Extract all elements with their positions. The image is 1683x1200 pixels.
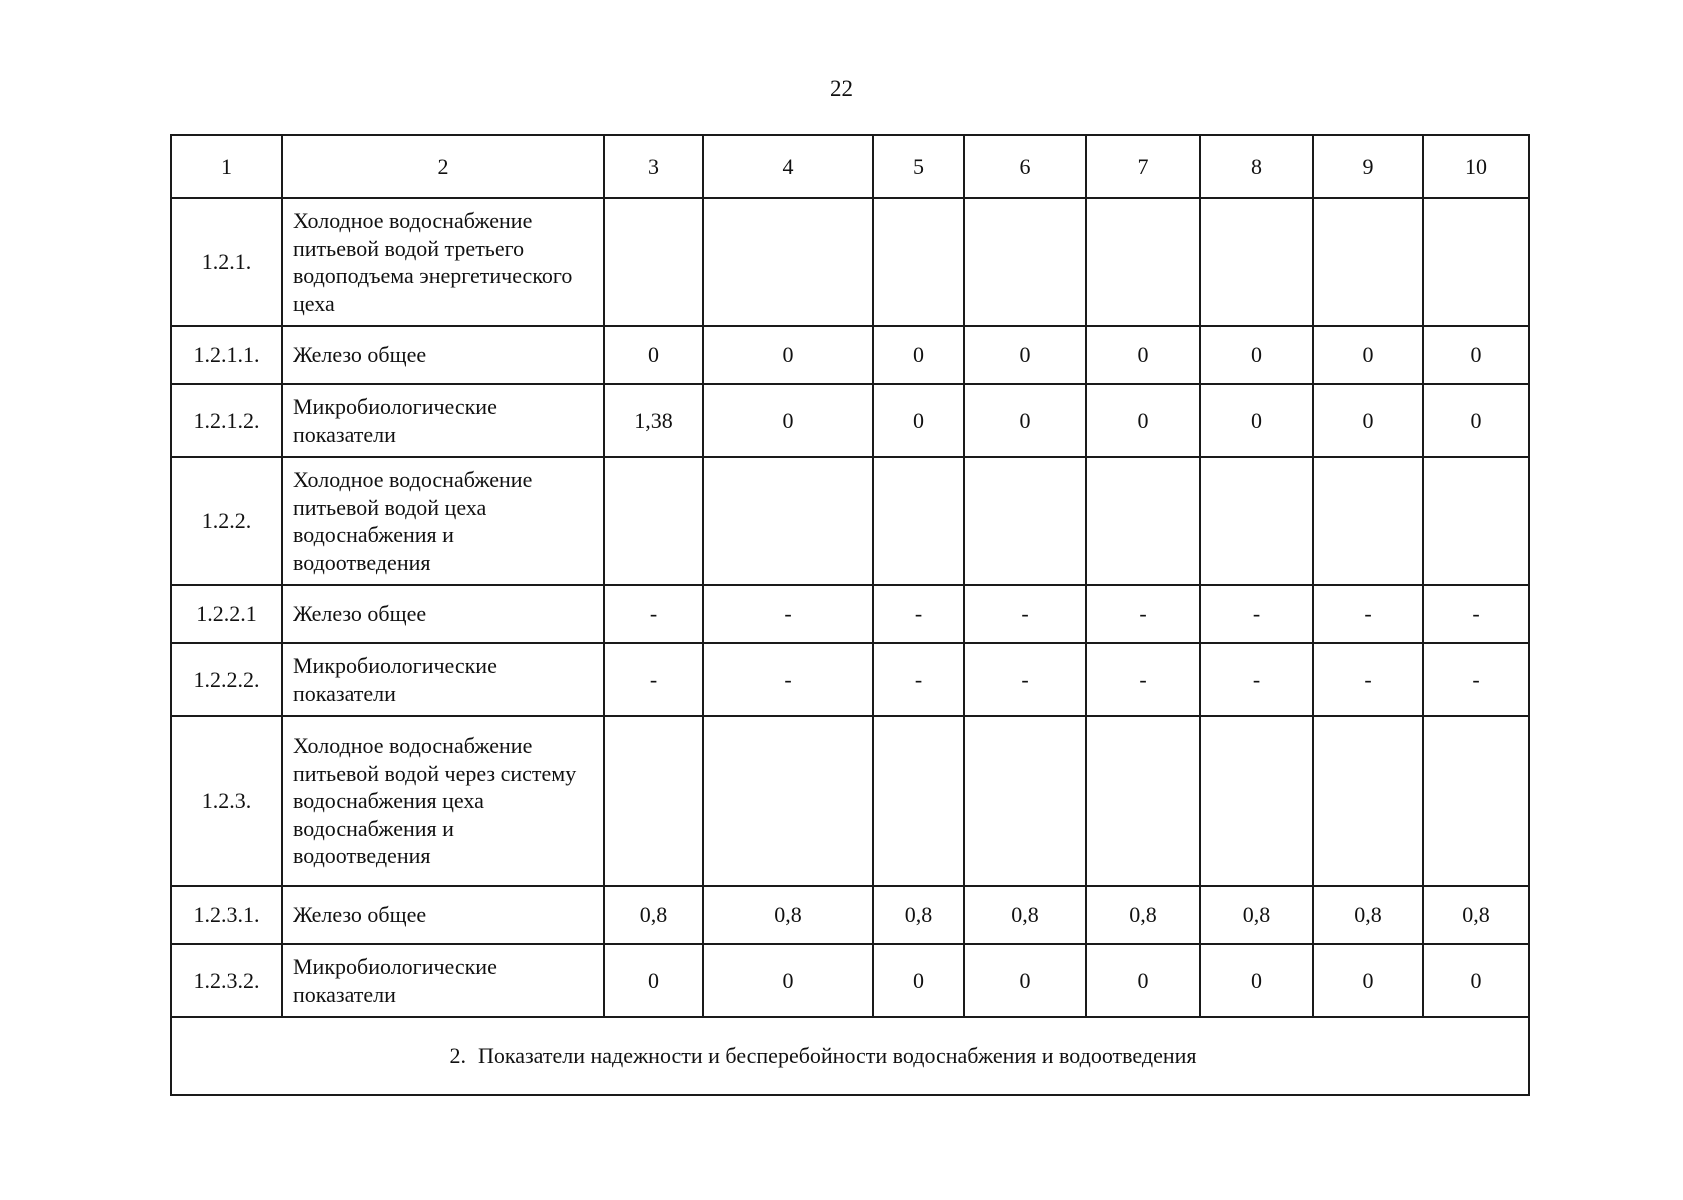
row-number: 1.2.3.2.	[171, 944, 282, 1017]
table-cell: -	[873, 643, 964, 716]
table-cell: -	[1086, 643, 1200, 716]
table-cell: 0	[604, 944, 703, 1017]
table-cell: 0	[1313, 326, 1423, 384]
column-header: 5	[873, 135, 964, 198]
table-cell: 0	[604, 326, 703, 384]
table-cell: 0	[1423, 384, 1529, 457]
table-cell: 0	[703, 944, 873, 1017]
row-name: Холодное водоснабжение питьевой водой через систему водоснабжения цеха водоснабжения и водоотведения	[282, 716, 604, 886]
table-row	[171, 643, 1529, 716]
table-cell: 0,8	[703, 886, 873, 944]
row-number: 1.2.2.	[171, 457, 282, 585]
column-header: 3	[604, 135, 703, 198]
table-cell	[873, 198, 964, 326]
row-name: Железо общее	[282, 326, 604, 384]
table-cell: 0	[1313, 944, 1423, 1017]
row-name: Микробиологические показатели	[282, 384, 604, 457]
row-number: 1.2.1.1.	[171, 326, 282, 384]
table-cell: 0,8	[873, 886, 964, 944]
table-cell: -	[964, 643, 1086, 716]
table-cell	[964, 457, 1086, 585]
table-cell: 0	[964, 384, 1086, 457]
table-cell: -	[1313, 643, 1423, 716]
table-cell: -	[703, 585, 873, 643]
table-cell: 0	[703, 326, 873, 384]
column-header: 7	[1086, 135, 1200, 198]
table-cell	[1313, 198, 1423, 326]
table-cell: 0,8	[1313, 886, 1423, 944]
column-header: 10	[1423, 135, 1529, 198]
table-cell	[1313, 716, 1423, 886]
table-cell: 0	[1313, 384, 1423, 457]
table-cell: 0	[1200, 326, 1313, 384]
table-cell	[703, 457, 873, 585]
column-header: 9	[1313, 135, 1423, 198]
table-cell: -	[1086, 585, 1200, 643]
table-cell: 0	[1200, 944, 1313, 1017]
table-cell: 0	[1086, 384, 1200, 457]
table-cell	[964, 198, 1086, 326]
table-cell: 0	[1200, 384, 1313, 457]
table-cell: 0,8	[604, 886, 703, 944]
table-cell: 0	[964, 944, 1086, 1017]
table-cell	[1200, 198, 1313, 326]
row-number: 1.2.3.1.	[171, 886, 282, 944]
table-row	[171, 326, 1529, 384]
column-header: 1	[171, 135, 282, 198]
table-cell: 1,38	[604, 384, 703, 457]
table-cell	[1086, 198, 1200, 326]
table-cell: -	[1423, 643, 1529, 716]
table-cell	[1423, 198, 1529, 326]
table-cell	[1423, 457, 1529, 585]
table-cell: -	[1200, 585, 1313, 643]
table-cell	[604, 457, 703, 585]
table-cell: 0,8	[1200, 886, 1313, 944]
table-cell	[1086, 457, 1200, 585]
row-number: 1.2.1.	[171, 198, 282, 326]
row-number: 1.2.3.	[171, 716, 282, 886]
table-header-row	[171, 135, 1529, 198]
table-cell: -	[1423, 585, 1529, 643]
table-cell: -	[964, 585, 1086, 643]
table-cell	[1086, 716, 1200, 886]
table-cell: 0,8	[964, 886, 1086, 944]
table-row	[171, 886, 1529, 944]
row-name: Микробиологические показатели	[282, 643, 604, 716]
table-cell: 0	[873, 944, 964, 1017]
section-number: 2.	[449, 1043, 466, 1069]
table-cell	[1313, 457, 1423, 585]
row-number: 1.2.1.2.	[171, 384, 282, 457]
table-cell: 0	[873, 384, 964, 457]
table-cell: 0	[873, 326, 964, 384]
table-cell	[604, 198, 703, 326]
table-cell: 0,8	[1423, 886, 1529, 944]
column-header: 4	[703, 135, 873, 198]
table-cell	[873, 457, 964, 585]
row-name: Холодное водоснабжение питьевой водой третьего водоподъема энергетического цеха	[282, 198, 604, 326]
table-cell	[873, 716, 964, 886]
table-cell	[1200, 716, 1313, 886]
table-cell	[964, 716, 1086, 886]
section-heading-row	[171, 1017, 1529, 1095]
indicators-table	[170, 134, 1530, 1096]
table-cell: 0	[1086, 326, 1200, 384]
table-cell: -	[604, 585, 703, 643]
table-cell	[604, 716, 703, 886]
row-number: 1.2.2.1	[171, 585, 282, 643]
table-cell: -	[873, 585, 964, 643]
table-row	[171, 585, 1529, 643]
table-cell: -	[604, 643, 703, 716]
table-cell	[1200, 457, 1313, 585]
table-cell: 0	[1423, 944, 1529, 1017]
row-number: 1.2.2.2.	[171, 643, 282, 716]
row-name: Микробиологические показатели	[282, 944, 604, 1017]
table-cell: 0	[1423, 326, 1529, 384]
column-header: 8	[1200, 135, 1313, 198]
table-cell	[703, 198, 873, 326]
table-cell: 0	[964, 326, 1086, 384]
section-title: Показатели надежности и бесперебойности водоснабжения и водоотведения	[477, 1043, 1197, 1069]
table-row	[171, 716, 1529, 886]
table-cell: -	[703, 643, 873, 716]
row-name: Железо общее	[282, 585, 604, 643]
row-name: Железо общее	[282, 886, 604, 944]
table-cell	[1423, 716, 1529, 886]
row-name: Холодное водоснабжение питьевой водой цеха водоснабжения и водоотведения	[282, 457, 604, 585]
column-header: 2	[282, 135, 604, 198]
page-number: 22	[830, 76, 853, 101]
table-cell: -	[1313, 585, 1423, 643]
table-cell: 0,8	[1086, 886, 1200, 944]
table-row	[171, 384, 1529, 457]
section-heading	[171, 1017, 1529, 1095]
table-cell: 0	[703, 384, 873, 457]
column-header: 6	[964, 135, 1086, 198]
table-row	[171, 457, 1529, 585]
table-row	[171, 198, 1529, 326]
table-row	[171, 944, 1529, 1017]
table-cell: -	[1200, 643, 1313, 716]
table-cell	[703, 716, 873, 886]
table-cell: 0	[1086, 944, 1200, 1017]
